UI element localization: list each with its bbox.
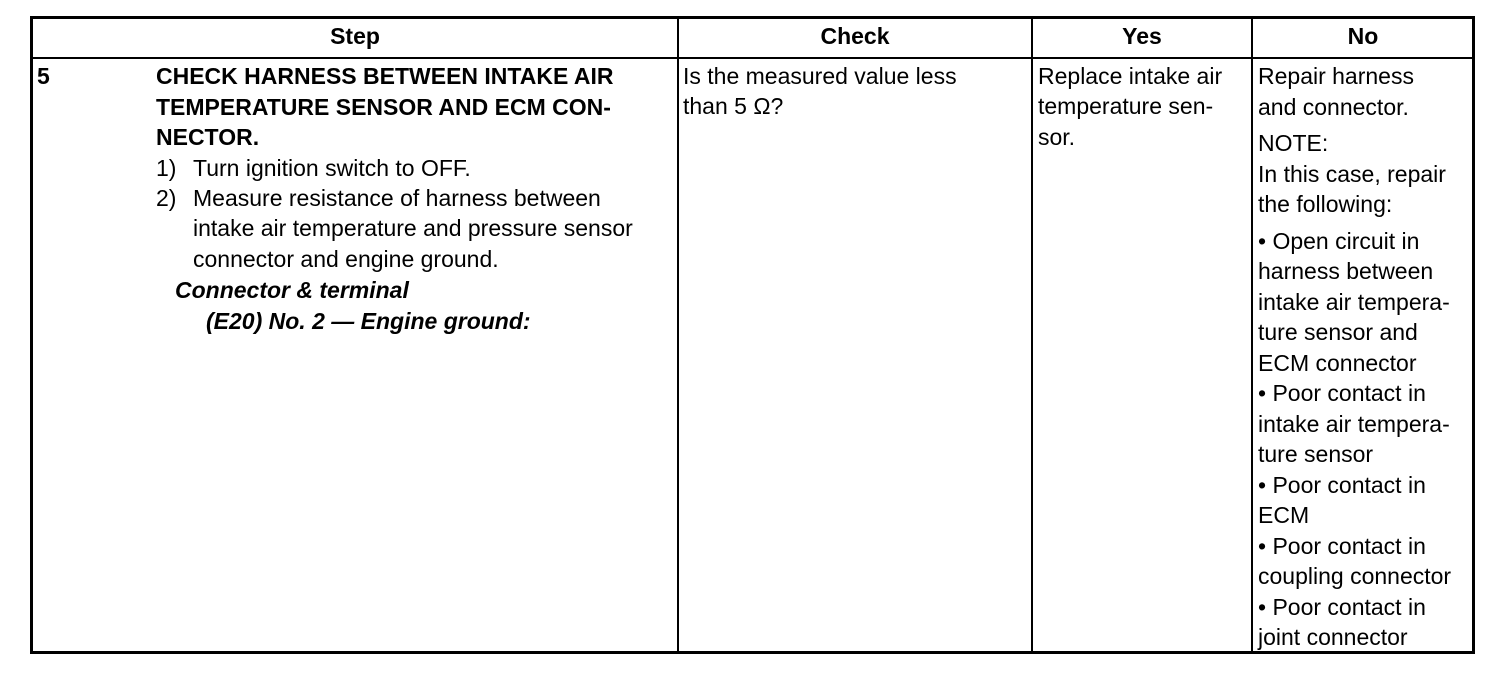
column-divider	[1031, 19, 1033, 651]
no-item: • Open circuit in	[1258, 227, 1420, 254]
no-line: the following:	[1258, 191, 1393, 217]
no-item: • Poor contact in	[1258, 532, 1426, 559]
connector-terminal-value: (E20) No. 2 — Engine ground:	[206, 308, 531, 334]
substep-2-line: intake air temperature and pressure sensor	[193, 215, 633, 241]
no-item: coupling connector	[1258, 563, 1452, 589]
substep-1-number: 1)	[156, 155, 177, 181]
yes-line: Replace intake air	[1038, 63, 1223, 89]
no-line: Repair harness	[1258, 63, 1414, 89]
yes-line: temperature sen-	[1038, 93, 1214, 119]
no-item: ECM	[1258, 502, 1310, 528]
step-number: 5	[37, 63, 50, 89]
substep-2-line: Measure resistance of harness between	[193, 185, 601, 211]
step-title-line: NECTOR.	[156, 124, 260, 150]
no-item: ECM connector	[1258, 349, 1417, 376]
diagnostic-table	[30, 16, 1475, 654]
no-item: joint connector	[1258, 624, 1408, 650]
no-line: and connector.	[1258, 93, 1409, 120]
no-item: • Poor contact in	[1258, 471, 1426, 498]
substep-2-number: 2)	[156, 185, 177, 211]
header-yes: Yes	[1122, 23, 1162, 49]
step-title-line: CHECK HARNESS BETWEEN INTAKE AIR	[156, 63, 614, 89]
connector-terminal-label: Connector & terminal	[175, 277, 409, 303]
no-item: harness between	[1258, 258, 1434, 284]
substep-2-line: connector and engine ground.	[193, 246, 499, 272]
no-line: In this case, repair	[1258, 160, 1446, 187]
step-title	[156, 61, 676, 153]
no-item: • Poor contact in	[1258, 380, 1426, 406]
no-item: intake air tempera-	[1258, 288, 1450, 315]
no-item: • Poor contact in	[1258, 593, 1426, 620]
step-title-line: TEMPERATURE SENSOR AND ECM CON-	[156, 93, 611, 120]
header-step: Step	[330, 23, 380, 49]
no-item: intake air tempera-	[1258, 410, 1450, 437]
substep-1-text: Turn ignition switch to OFF.	[193, 155, 471, 181]
yes-line: sor.	[1038, 124, 1076, 150]
header-check: Check	[820, 23, 890, 49]
column-divider	[1251, 19, 1253, 651]
check-line: Is the measured value less	[683, 63, 957, 89]
no-item: ture sensor	[1258, 441, 1374, 467]
no-item: ture sensor and	[1258, 319, 1418, 345]
no-note-label: NOTE:	[1258, 130, 1329, 156]
header-no: No	[1347, 23, 1379, 49]
check-line: than 5 Ω?	[683, 93, 784, 119]
column-divider	[677, 19, 679, 651]
no-column-content	[1258, 61, 1476, 653]
